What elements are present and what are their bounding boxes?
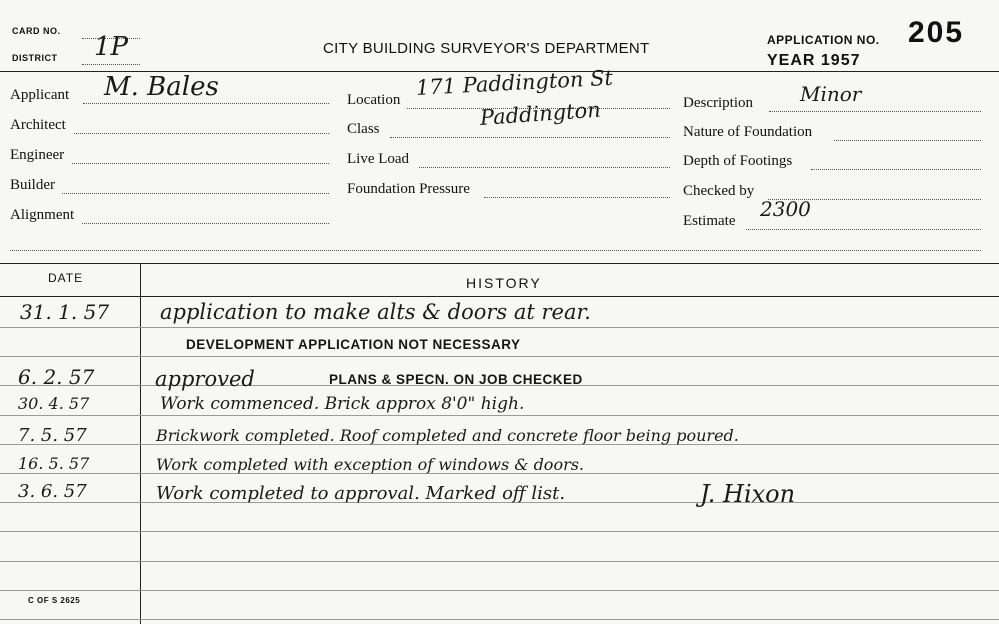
extra-field-line (10, 250, 981, 251)
history-header: HISTORY (466, 275, 542, 291)
architect-line (74, 133, 329, 134)
ruled-line (0, 531, 999, 532)
entry-text: Work commenced. Brick approx 8'0" high. (160, 394, 525, 414)
table-top-border (0, 263, 999, 264)
entry-text: approved (155, 367, 255, 391)
depth-of-footings-line (811, 169, 981, 170)
district-value: 1P (94, 32, 129, 62)
depth-of-footings-label: Depth of Footings (683, 153, 793, 169)
entry-date: 3. 6. 57 (18, 481, 87, 502)
engineer-label: Engineer (10, 147, 65, 163)
ruled-line (0, 619, 999, 620)
district-line (82, 64, 140, 65)
architect-label: Architect (10, 117, 66, 133)
live-load-label: Live Load (347, 151, 410, 167)
entry-text: Brickwork completed. Roof completed and concrete floor being poured. (156, 426, 739, 445)
estimate-value: 2300 (760, 197, 811, 221)
year-label: YEAR 1957 (767, 52, 861, 69)
applicant-value: M. Bales (104, 72, 219, 102)
entry-text: Work completed to approval. Marked off list. (156, 483, 566, 504)
alignment-line (82, 223, 329, 224)
entry-text: Work completed with exception of windows & doors. (156, 455, 585, 474)
application-number: 205 (908, 16, 965, 49)
date-header: DATE (48, 271, 84, 285)
applicant-label: Applicant (10, 87, 70, 103)
entry-date: 30. 4. 57 (18, 394, 90, 413)
description-label: Description (683, 95, 753, 111)
ruled-line (0, 561, 999, 562)
entry-date: 7. 5. 57 (18, 425, 87, 446)
estimate-line (746, 229, 981, 230)
ruled-line (0, 327, 999, 328)
location-label: Location (347, 92, 401, 108)
entry-date: 16. 5. 57 (18, 454, 90, 473)
department-title: CITY BUILDING SURVEYOR'S DEPARTMENT (323, 40, 650, 57)
description-line (769, 111, 981, 112)
district-label: DISTRICT (12, 53, 58, 63)
entry-stamp: PLANS & SPECN. ON JOB CHECKED (329, 372, 583, 387)
entry-stamp: DEVELOPMENT APPLICATION NOT NECESSARY (186, 337, 521, 352)
entry-date: 6. 2. 57 (18, 365, 95, 389)
class-line (390, 137, 670, 138)
engineer-line (72, 163, 329, 164)
estimate-label: Estimate (683, 213, 736, 229)
form-code: C OF S 2625 (28, 596, 81, 605)
builder-label: Builder (10, 177, 55, 193)
location-value: 171 Paddington St (415, 65, 614, 100)
nature-of-foundation-label: Nature of Foundation (683, 124, 813, 140)
nature-of-foundation-line (834, 140, 981, 141)
card-no-label: CARD NO. (12, 26, 61, 36)
entry-date: 31. 1. 57 (20, 300, 110, 324)
checked-by-label: Checked by (683, 183, 755, 199)
live-load-line (419, 167, 670, 168)
ruled-line (0, 415, 999, 416)
entry-text: application to make alts & doors at rear. (160, 300, 591, 324)
ruled-line (0, 590, 999, 591)
class-value: Paddington (479, 97, 602, 130)
alignment-label: Alignment (10, 207, 75, 223)
signature: J. Hixon (700, 480, 796, 508)
table-header-divider (0, 296, 999, 297)
class-label: Class (347, 121, 380, 137)
ruled-line (0, 356, 999, 357)
foundation-pressure-label: Foundation Pressure (347, 181, 470, 197)
applicant-line (83, 103, 329, 104)
builder-line (62, 193, 329, 194)
application-label: APPLICATION NO. (767, 33, 880, 47)
foundation-pressure-line (484, 197, 670, 198)
description-value: Minor (800, 82, 862, 106)
